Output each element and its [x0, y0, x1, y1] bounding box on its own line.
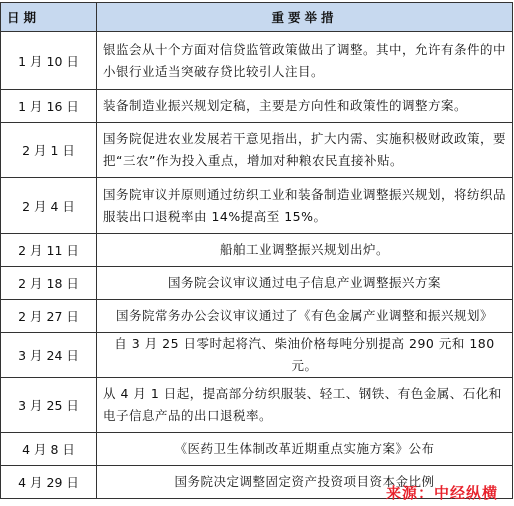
measure-cell: 银监会从十个方面对信贷监管政策做出了调整。其中，允许有条件的中小银行业适当突破存贷比较引人注目。 — [97, 32, 513, 90]
table-row — [1, 433, 513, 466]
measure-cell: 国务院会议审议通过电子信息产业调整振兴方案 — [97, 267, 513, 300]
date-cell: 4 月 8 日 — [1, 433, 97, 466]
date-cell: 3 月 24 日 — [1, 333, 97, 378]
table-row — [1, 123, 513, 178]
measure-cell: 国务院审议并原则通过纺织工业和装备制造业调整振兴规划，将纺织品服装出口退税率由 14%提高至 15%。 — [97, 178, 513, 234]
date-cell: 2 月 4 日 — [1, 178, 97, 234]
date-cell: 2 月 1 日 — [1, 123, 97, 178]
table-row — [1, 333, 513, 378]
measure-cell: 《医药卫生体制改革近期重点实施方案》公布 — [97, 433, 513, 466]
table-row — [1, 300, 513, 333]
measure-cell: 装备制造业振兴规划定稿，主要是方向性和政策性的调整方案。 — [97, 90, 513, 123]
table-row — [1, 178, 513, 234]
date-cell: 4 月 29 日 — [1, 466, 97, 499]
date-cell: 2 月 27 日 — [1, 300, 97, 333]
date-cell: 3 月 25 日 — [1, 378, 97, 433]
measure-cell: 船舶工业调整振兴规划出炉。 — [97, 234, 513, 267]
table-header-row — [1, 3, 513, 32]
date-cell: 2 月 11 日 — [1, 234, 97, 267]
measure-cell: 国务院常务办公会议审议通过了《有色金属产业调整和振兴规划》 — [97, 300, 513, 333]
table-row — [1, 378, 513, 433]
date-cell: 1 月 10 日 — [1, 32, 97, 90]
measure-cell: 自 3 月 25 日零时起将汽、柴油价格每吨分别提高 290 元和 180 元。 — [97, 333, 513, 378]
measure-cell: 国务院决定调整固定资产投资项目资本金比例 — [97, 466, 513, 499]
date-cell: 2 月 18 日 — [1, 267, 97, 300]
measure-cell: 国务院促进农业发展若干意见指出，扩大内需、实施积极财政政策，要把“三农”作为投入重点，增加对种粮农民直接补贴。 — [97, 123, 513, 178]
date-column-header: 日期 — [1, 3, 97, 32]
table-row — [1, 32, 513, 90]
table-row — [1, 234, 513, 267]
table-row — [1, 267, 513, 300]
policy-table — [0, 2, 513, 499]
source-watermark: 来源：中经纵横 — [386, 484, 499, 502]
measure-cell: 从 4 月 1 日起，提高部分纺织服装、轻工、钢铁、有色金属、石化和电子信息产品的出口退税率。 — [97, 378, 513, 433]
date-cell: 1 月 16 日 — [1, 90, 97, 123]
table-row — [1, 90, 513, 123]
measure-column-header: 重要举措 — [97, 3, 513, 32]
